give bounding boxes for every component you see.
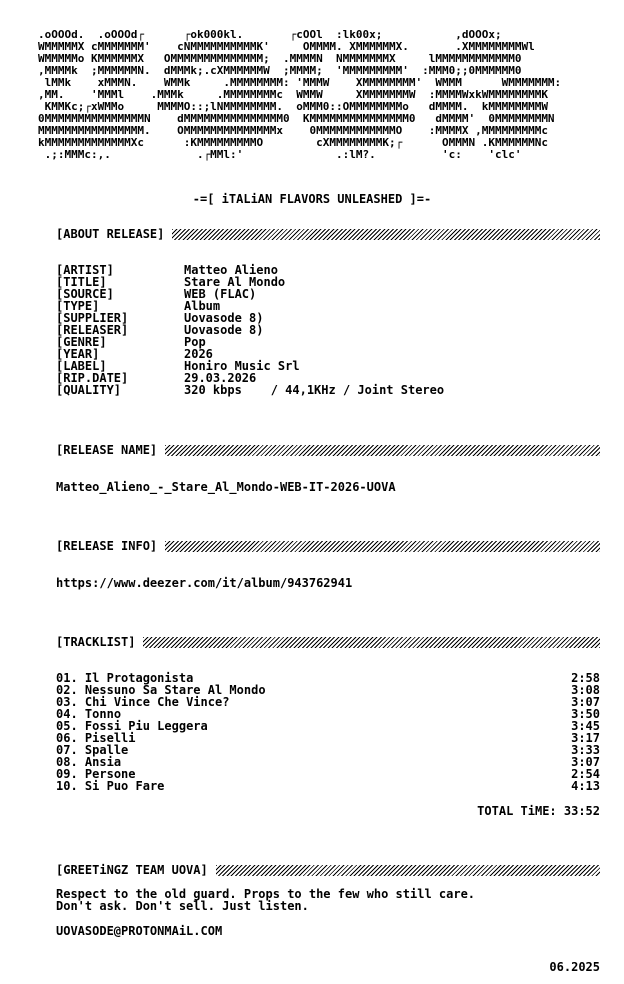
tagline: -=[ iTALiAN FLAVORS UNLEASHED ]=-: [192, 192, 432, 206]
track-title: Fossi Piu Leggera: [84, 719, 208, 733]
track-row: 10. Si Puo Fare 4:13: [56, 779, 600, 793]
tracklist: [56, 672, 600, 792]
track-row: 09. Persone 2:54: [56, 767, 600, 781]
track-duration: 4:13: [571, 779, 600, 793]
track-row: 05. Fossi Piu Leggera 3:45: [56, 719, 600, 733]
section-divider: [165, 541, 600, 552]
track-row: 04. Tonno 3:50: [56, 707, 600, 721]
track-row: 06. Piselli 3:17: [56, 731, 600, 745]
greetings-line: Respect to the old guard. Props to the few who still care.: [56, 887, 476, 901]
track-duration: 2:58: [571, 671, 600, 685]
section-divider: [216, 865, 600, 876]
about-row-type: [TYPE] Album: [56, 299, 221, 313]
section-title: [ABOUT RELEASE]: [56, 227, 165, 241]
track-title: Chi Vince Che Vince?: [84, 695, 230, 709]
track-duration: 3:17: [571, 731, 600, 745]
section-header-tracklist: [56, 635, 600, 649]
section-header-release-info: [56, 539, 600, 553]
about-row-title: [TITLE] Stare Al Mondo: [56, 275, 286, 289]
about-row-label: [LABEL] Honiro Music Srl: [56, 359, 300, 373]
track-row: 01. Il Protagonista 2:58: [56, 671, 600, 685]
about-release-list: [56, 264, 444, 396]
about-row-supplier: [SUPPLIER] Uovasode 8): [56, 311, 264, 325]
track-duration: 2:54: [571, 767, 600, 781]
about-row-releaser: [RELEASER] Uovasode 8): [56, 323, 264, 337]
section-header-release-name: [56, 443, 600, 457]
track-duration: 3:45: [571, 719, 600, 733]
about-row-quality: [QUALITY] 320 kbps / 44,1KHz / Joint Stereo: [56, 383, 445, 397]
section-title: [RELEASE INFO]: [56, 539, 158, 553]
track-duration: 3:08: [571, 683, 600, 697]
section-header-greetings: [56, 863, 600, 877]
section-header-about: [56, 227, 600, 241]
track-row: 02. Nessuno Sa Stare Al Mondo 3:08: [56, 683, 600, 697]
track-title: Il Protagonista: [84, 671, 194, 685]
section-divider: [165, 445, 600, 456]
contact-email[interactable]: UOVASODE@PROTONMAiL.COM: [56, 924, 223, 938]
section-title: [GREETiNGZ TEAM UOVA]: [56, 863, 208, 877]
about-row-rip-date: [RIP.DATE] 29.03.2026: [56, 371, 257, 385]
about-row-source: [SOURCE] WEB (FLAC): [56, 287, 257, 301]
total-time: TOTAL TiME: 33:52: [477, 804, 600, 818]
section-divider: [143, 637, 600, 648]
track-title: Tonno: [84, 707, 122, 721]
section-title: [RELEASE NAME]: [56, 443, 158, 457]
release-info-url[interactable]: https://www.deezer.com/it/album/943762941: [56, 576, 353, 590]
track-title: Nessuno Sa Stare Al Mondo: [84, 683, 266, 697]
track-row: 08. Ansia 3:07: [56, 755, 600, 769]
release-date: 06.2025: [549, 960, 600, 974]
about-row-year: [YEAR] 2026: [56, 347, 213, 361]
track-duration: 3:50: [571, 707, 600, 721]
track-title: Piselli: [84, 731, 136, 745]
section-divider: [172, 229, 600, 240]
ascii-art-logo: .oOOOd. .oOOOd┌ ┌ok000kl. ┌cOOl :lk00x; ,dOOOx; WMMMMMX cMMMMMMM' cNMMMMMMMMMMK' OMMMM. XMMMMMMX. .XMMMMMMMMWl WMMMMMo KMMMMMMX OMMMMMMMMMMMMMM; .MMMMN NMMMMMMMX lMMMMMMMMMMMM0 ,MMMMk ;MMMMMMN. dMMMk;.cXMMMMMMW ;MMMM; 'MMMMMMMMM' :MMM0;;0MMMMMM0 lMMk xMMMN. WMMk .MMMMMMMM: 'MMMW XMMMMMMMM' WMMM WMMMMMMM: ,MM. 'MMMl .MMMk .MMMMMMMMc WMMW XMMMMMMMW :MMMMWxkWMMMMMMMMK KMMKc;┌xWMMo MMMMO::;lNMMMMMMMM. oMMM0::OMMMMMMMMo dMMMM. kMMMMMMMMW 0MMMMMMMMMMMMMMMN dMMMMMMMMMMMMMMM0 KMMMMMMMMMMMMMMM0 dMMMM' 0MMMMMMMMN MMMMMMMMMMMMMMMM. OMMMMMMMMMMMMMMx 0MMMMMMMMMMMMO :MMMMX ,MMMMMMMMMc kMMMMMMMMMMMMMXc :KMMMMMMMMMO cXMMMMMMMMK;┌ OMMMN .KMMMMMMNc .;:MMMc:,. .┌MMl:' .:lM?. 'c: 'clc': [38, 28, 562, 161]
track-duration: 3:33: [571, 743, 600, 757]
track-row: 03. Chi Vince Che Vince? 3:07: [56, 695, 600, 709]
track-title: Spalle: [84, 743, 129, 757]
section-title: [TRACKLIST]: [56, 635, 136, 649]
track-title: Persone: [84, 767, 136, 781]
track-title: Si Puo Fare: [84, 779, 165, 793]
track-row: 07. Spalle 3:33: [56, 743, 600, 757]
release-name-text: Matteo_Alieno_-_Stare_Al_Mondo-WEB-IT-2026-UOVA: [56, 480, 396, 494]
greetings-line: Don't ask. Don't sell. Just listen.: [56, 899, 309, 913]
about-row-artist: [ARTIST] Matteo Alieno: [56, 263, 278, 277]
track-duration: 3:07: [571, 695, 600, 709]
track-title: Ansia: [84, 755, 122, 769]
about-row-genre: [GENRE] Pop: [56, 335, 206, 349]
track-duration: 3:07: [571, 755, 600, 769]
greetings-text: [56, 888, 475, 912]
